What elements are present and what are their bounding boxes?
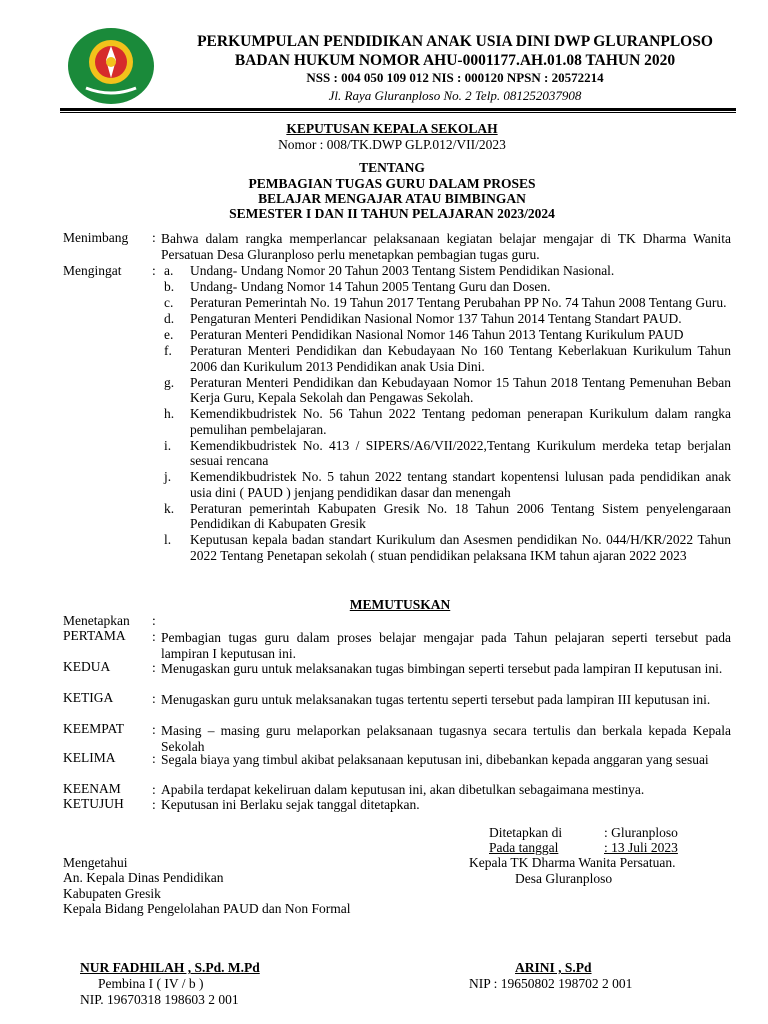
decision-text-6: Apabila terdapat kekeliruan dalam keputusan ini, akan dibetulkan sebagaimana mestinya. <box>161 782 645 797</box>
decision-colon-4: : <box>152 722 156 737</box>
mengingat-item-text: Undang- Undang Nomor 14 Tahun 2005 Tentang Guru dan Dosen. <box>190 279 551 294</box>
mengingat-item <box>161 279 731 295</box>
mengingat-item-text: Peraturan Menteri Pendidikan dan Kebudayaan Nomor 15 Tahun 2018 Tentang Pemenuhan Beban Kerja Guru, Kepala Sekolah dan Pengawas Sekolah. <box>190 374 731 405</box>
mengingat-item <box>161 375 731 406</box>
enacted-date-value: : 13 Juli 2023 <box>604 840 678 855</box>
menetapkan-label: Menetapkan <box>63 613 130 628</box>
right-signer-line1: Kepala TK Dharma Wanita Persatuan. <box>469 855 676 870</box>
decree-title: KEPUTUSAN KEPALA SEKOLAH <box>286 121 498 136</box>
menetapkan-colon: : <box>152 613 156 628</box>
org-name: PERKUMPULAN PENDIDIKAN ANAK USIA DINI DWP GLURANPLOSO <box>197 33 713 50</box>
mengingat-item-letter: k. <box>164 500 175 516</box>
decision-label-4: KEEMPAT <box>63 721 125 736</box>
mengingat-item <box>161 327 731 343</box>
mengingat-item-letter: j. <box>164 469 172 484</box>
address: Jl. Raya Gluranploso No. 2 Telp. 081252037908 <box>328 88 582 103</box>
enacted-place-label: Ditetapkan di <box>489 825 563 840</box>
mengingat-item <box>161 343 731 374</box>
decision-text-2: Menugaskan guru untuk melaksanakan tugas bimbingan seperti tersebut pada lampiran II keputusan ini. <box>161 661 723 676</box>
mengingat-item-text: Kemendikbudristek No. 56 Tahun 2022 Tentang pedoman penerapan Kurikulum dalam rangka pemulihan pembelajaran. <box>190 406 731 437</box>
decision-text-1: Pembagian tugas guru dalam proses belajar mengajar pada Tahun pelajaran seperti tersebut pada lampiran I keputusan ini. <box>161 630 731 661</box>
mengingat-item <box>161 438 731 469</box>
mengingat-item-letter: d. <box>164 311 175 326</box>
decision-text-7: Keputusan ini Berlaku sejak tanggal ditetapkan. <box>161 797 420 812</box>
menimbang-text: Bahwa dalam rangka memperlancar pelaksanaan kegiatan belajar mengajar di TK Dharma Wanita Persatuan Desa Gluranploso perlu menetapkan pembagian tugas guru. <box>161 231 731 262</box>
decision-colon-5: : <box>152 751 156 766</box>
mengingat-item-letter: l. <box>164 532 172 547</box>
mengingat-item <box>161 311 731 327</box>
mengingat-item-text: Peraturan Menteri Pendidikan dan Kebudayaan No 160 Tentang Keberlakuan Kurikulum Tahun 2006 dan Kurikulum 2013 Pendidikan anak Usia Dini. <box>190 343 731 374</box>
decision-colon-7: : <box>152 797 156 812</box>
mengingat-item <box>161 295 731 311</box>
decision-label-6: KEENAM <box>63 781 121 796</box>
decision-colon-6: : <box>152 782 156 797</box>
mengingat-item-letter: f. <box>164 343 172 358</box>
decree-number: Nomor : 008/TK.DWP GLP.012/VII/2023 <box>278 137 506 152</box>
decision-label-3: KETIGA <box>63 690 114 705</box>
enacted-date-label: Pada tanggal <box>489 840 559 855</box>
right-signer-nip: NIP : 19650802 198702 2 001 <box>469 976 633 991</box>
mengingat-label: Mengingat <box>63 263 122 278</box>
mengingat-item-letter: i. <box>164 437 172 453</box>
decree-topic-line1: PEMBAGIAN TUGAS GURU DALAM PROSES <box>248 176 536 191</box>
header-rule-thin <box>60 112 736 113</box>
mengingat-item-letter: a. <box>164 263 174 278</box>
decision-colon-3: : <box>152 691 156 706</box>
mengingat-item <box>161 532 731 563</box>
mengingat-item-text: Peraturan Pemerintah No. 19 Tahun 2017 Tentang Perubahan PP No. 74 Tahun 2008 Tentang Guru. <box>190 295 727 310</box>
decision-label-2: KEDUA <box>63 659 111 674</box>
left-signer-name: NUR FADHILAH , S.Pd. M.Pd <box>80 960 260 975</box>
memutuskan-heading: MEMUTUSKAN <box>349 597 451 612</box>
decision-colon-2: : <box>152 660 156 675</box>
menimbang-colon: : <box>152 230 156 245</box>
mengingat-colon: : <box>152 263 156 278</box>
mengingat-item-letter: h. <box>164 406 175 421</box>
mengingat-item-text: Kemendikbudristek No. 413 / SIPERS/A6/VII/2022,Tentang Kurikulum merdeka tetap berjalan sesuai rencana <box>190 437 731 468</box>
left-signer-line3: Kabupaten Gresik <box>63 886 161 901</box>
decree-tentang: TENTANG <box>359 160 425 175</box>
decree-topic-line2: BELAJAR MENGAJAR ATAU BIMBINGAN <box>258 191 526 206</box>
mengingat-item <box>161 263 731 279</box>
mengingat-item-letter: c. <box>164 295 174 310</box>
decision-label-5: KELIMA <box>63 750 116 765</box>
header-rule-thick <box>60 108 736 111</box>
mengingat-item-letter: g. <box>164 374 175 390</box>
school-logo <box>66 26 156 106</box>
mengingat-item-text: Kemendikbudristek No. 5 tahun 2022 tentang standart kopentensi lulusan pada pendidikan anak usia dini ( PAUD ) jenjang pendidikan dasar dan menengah <box>190 469 731 500</box>
menimbang-label: Menimbang <box>63 230 129 245</box>
mengingat-item-text: Keputusan kepala badan standart Kurikulum dan Asesmen pendidikan No. 044/H/KR/2022 Tahun 2022 Tentang Penetapan sekolah ( stuan pendidikan pelaksana IKM tahun ajaran 2022 2023 <box>190 532 731 563</box>
left-signer-line4: Kepala Bidang Pengelolahan PAUD dan Non Formal <box>63 901 351 916</box>
mengingat-item-text: Peraturan Menteri Pendidikan Nasional Nomor 146 Tahun 2013 Tentang Kurikulum PAUD <box>190 327 684 342</box>
left-signer-line1: Mengetahui <box>63 855 128 870</box>
mengingat-list <box>161 263 731 606</box>
decision-text-4: Masing – masing guru melaporkan pelaksanaan tugasnya secara tertulis dan berkala kepada Kepala Sekolah <box>161 723 731 754</box>
right-signer-name: ARINI , S.Pd <box>515 960 592 975</box>
school-ids: NSS : 004 050 109 012 NIS : 000120 NPSN : 20572214 <box>306 70 604 85</box>
mengingat-item-letter: e. <box>164 327 174 342</box>
decision-colon-1: : <box>152 629 156 644</box>
decision-label-7: KETUJUH <box>63 796 124 811</box>
left-signer-rank: Pembina I ( IV / b ) <box>98 976 204 991</box>
left-signer-nip: NIP. 19670318 198603 2 001 <box>80 992 239 1007</box>
decision-label-1: PERTAMA <box>63 628 126 643</box>
mengingat-item-letter: b. <box>164 279 175 294</box>
mengingat-item-text: Peraturan pemerintah Kabupaten Gresik No. 18 Tahun 2006 Tentang Sistem penyelengaraan Pendidikan di Kabupaten Gresik <box>190 500 731 531</box>
right-signer-line2: Desa Gluranploso <box>515 871 613 886</box>
mengingat-item <box>161 469 731 500</box>
mengingat-item-text: Undang- Undang Nomor 20 Tahun 2003 Tentang Sistem Pendidikan Nasional. <box>190 263 615 278</box>
mengingat-item <box>161 501 731 532</box>
decision-text-3: Menugaskan guru untuk melaksanakan tugas tertentu seperti tersebut pada lampiran III keputusan ini. <box>161 692 711 707</box>
legal-entity: BADAN HUKUM NOMOR AHU-0001177.AH.01.08 TAHUN 2020 <box>234 52 676 69</box>
mengingat-item-text: Pengaturan Menteri Pendidikan Nasional Nomor 137 Tahun 2014 Tentang Standart PAUD. <box>190 311 682 326</box>
left-signer-line2: An. Kepala Dinas Pendidikan <box>63 870 224 885</box>
enacted-place-value: : Gluranploso <box>604 825 678 840</box>
decision-text-5: Segala biaya yang timbul akibat pelaksanaan keputusan ini, dibebankan kepada anggaran yang sesuai <box>161 752 709 767</box>
mengingat-item <box>161 406 731 437</box>
decree-topic-line3: SEMESTER I DAN II TAHUN PELAJARAN 2023/2024 <box>229 206 555 221</box>
